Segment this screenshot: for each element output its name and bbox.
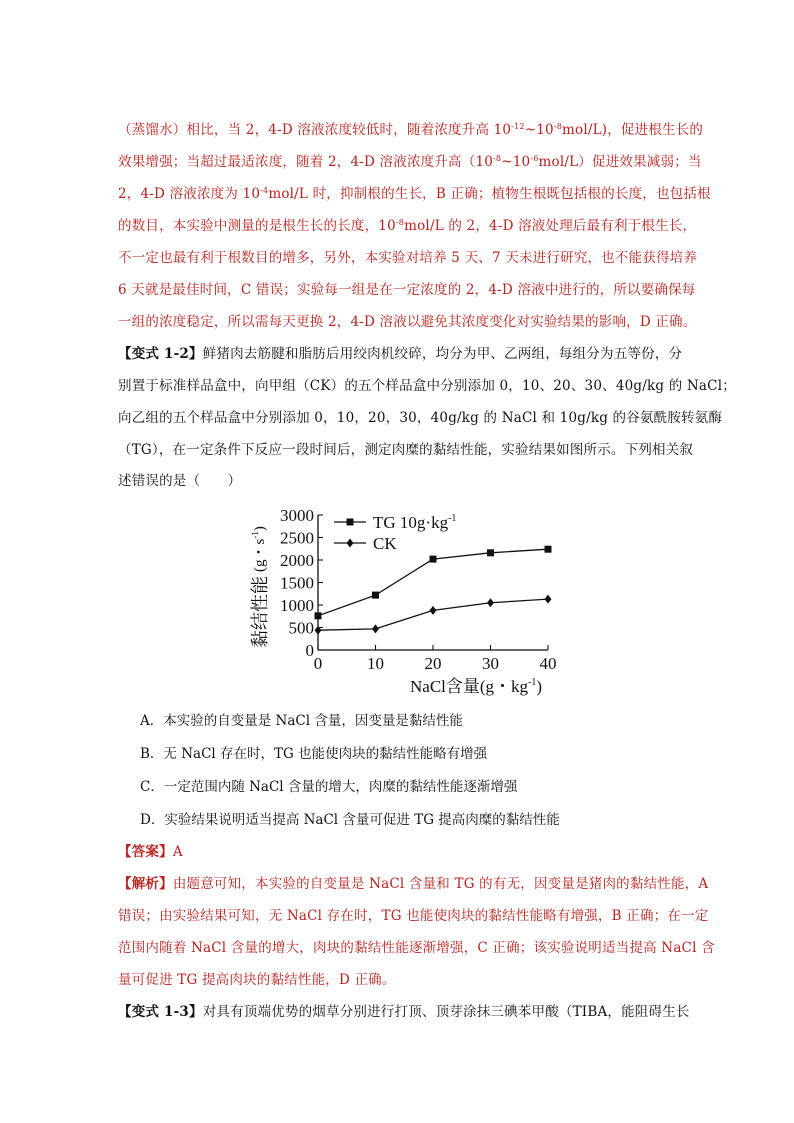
analysis-line-2: 效果增强；当超过最适浓度，随着 2，4-D 溶液浓度升高$(10^{-8}\sim 10^{-6}mol/L)$促进效果减弱；当 xyxy=(118,154,702,170)
data-point-tg xyxy=(545,546,552,553)
question-1-2-line-3: 向乙组的五个样品盒中分别添加 0，10，20，30，40g/kg 的 NaCl 和 10g/kg 的谷氨酰胺转氨酶 xyxy=(118,410,723,426)
question-tag-1-3: 【变式 1-3】 xyxy=(118,1004,203,1020)
x-tick-label: 30 xyxy=(482,654,499,673)
analysis-1-2-line-4: 量可促进 TG 提高肉块的黏结性能，D 正确。 xyxy=(118,972,396,988)
question-1-2-line-1: 【变式 1-2】鲜猪肉去筋腱和脂肪后用绞肉机绞碎，均分为甲、乙两组，每组分为五等份，分 xyxy=(118,346,683,362)
x-axis-label: NaCl含量(g・$kg^{-1}$) xyxy=(410,677,543,696)
question-1-2-line-2: 别置于标准样品盒中，向甲组（CK）的五个样品盒中分别添加 0，10、20、30、40g/kg 的 NaCl； xyxy=(118,378,736,394)
y-axis-label-text: 黏结性能 xyxy=(250,576,270,648)
answer-line xyxy=(118,842,698,862)
question-1-2-line-4: （TG），在一定条件下反应一段时间后，测定肉糜的黏结性能，实验结果如图所示。下列相关叙 xyxy=(118,442,694,458)
legend-marker xyxy=(347,539,354,548)
legend xyxy=(334,513,456,553)
line-chart xyxy=(240,500,580,700)
analysis-line-7: 一组的浓度稳定，所以需每天更换 2，4-D 溶液以避免其浓度变化对实验结果的影响，D 正确。 xyxy=(118,314,697,330)
y-tick-label: 1500 xyxy=(280,573,314,593)
y-tick-label: 500 xyxy=(288,618,314,638)
data-point-tg xyxy=(430,556,437,563)
y-tick-label: 2500 xyxy=(280,528,314,548)
x-tick-label: 40 xyxy=(539,654,557,673)
analysis-1-2-line-2: 错误；由实验结果可知，无 NaCl 存在时，TG 也能使肉块的黏结性能略有增强，B 正确；在一定 xyxy=(118,908,709,924)
question-tag: 【变式 1-2】 xyxy=(118,346,203,362)
option-d: D．实验结果说明适当提高 NaCl 含量可促进 TG 提高肉糜的黏结性能 xyxy=(140,812,560,828)
analysis-line-1: （蒸馏水）相比，当 2，4-D 溶液浓度较低时，随着浓度升高 $10^{-12}\sim 10^{-8}mol/L$)，促进根生长的 xyxy=(118,122,704,138)
y-axis-unit: (g・$s^{-1}$) xyxy=(250,526,268,572)
x-tick-label: 0 xyxy=(313,654,323,673)
y-axis-label xyxy=(250,526,270,648)
option-a: A．本实验的自变量是 NaCl 含量，因变量是黏结性能 xyxy=(140,713,463,729)
data-point-ck xyxy=(372,624,379,633)
option-c: C．一定范围内随 NaCl 含量的增大，肉糜的黏结性能逐渐增强 xyxy=(140,779,518,795)
analysis-line-6: 6 天就是最佳时间，C 错误；实验每一组是在一定浓度的 2，4-D 溶液中进行的，所以要确保每 xyxy=(118,282,696,298)
data-point-tg xyxy=(315,612,322,619)
y-ticks xyxy=(280,506,323,660)
data-point-ck xyxy=(487,598,494,607)
y-tick-label: 2000 xyxy=(280,551,314,570)
legend-label: CK xyxy=(373,534,397,553)
data-point-tg xyxy=(372,592,379,599)
y-tick-label: 0 xyxy=(305,641,314,660)
x-ticks xyxy=(314,645,557,673)
y-tick-label: 3000 xyxy=(280,506,314,525)
analysis-1-2-line-1: 【解析】由题意可知，本实验的自变量是 NaCl 含量和 TG 的有无，因变量是猪肉的黏结性能，A xyxy=(118,876,709,892)
data-point-tg xyxy=(487,549,494,556)
answer-tag: 【答案】 xyxy=(118,844,173,860)
x-tick-label: 10 xyxy=(367,654,384,673)
data-point-ck xyxy=(430,606,437,615)
analysis-line-4: 的数目，本实验中测量的是根生长的长度，$10^{-8}mol/L$ 的 2，4-D 溶液处理后最有利于根生长， xyxy=(118,218,697,234)
analysis-tag: 【解析】 xyxy=(118,876,173,892)
legend-marker xyxy=(347,519,354,526)
analysis-1-2-line-3: 范围内随着 NaCl 含量的增大，肉块的黏结性能逐渐增强，C 正确；该实验说明适当提高 NaCl 含 xyxy=(118,940,715,956)
answer-value: A xyxy=(172,844,183,860)
series xyxy=(315,546,552,635)
question-1-3-line-1: 【变式 1-3】对具有顶端优势的烟草分别进行打顶、顶芽涂抹三碘苯甲酸（TIBA，能阻碍生长 xyxy=(118,1004,690,1020)
analysis-line-3: 2，4-D 溶液浓度为 $10^{-4}mol/L$ 时，抑制根的生长，B 正确；植物生根既包括根的长度，也包括根 xyxy=(118,186,711,202)
data-point-ck xyxy=(545,595,552,604)
option-b: B．无 NaCl 存在时，TG 也能使肉块的黏结性能略有增强 xyxy=(140,746,488,762)
question-1-2-line-5: 述错误的是（ ） xyxy=(118,473,242,489)
analysis-line-5: 不一定也最有利于根数目的增多，另外，本实验对培养 5 天、7 天未进行研究，也不能获得培养 xyxy=(118,250,698,266)
x-tick-label: 20 xyxy=(424,654,442,673)
y-tick-label: 1000 xyxy=(280,596,314,615)
legend-label: TG $10g\cdot kg^{-1}$ xyxy=(373,513,457,532)
